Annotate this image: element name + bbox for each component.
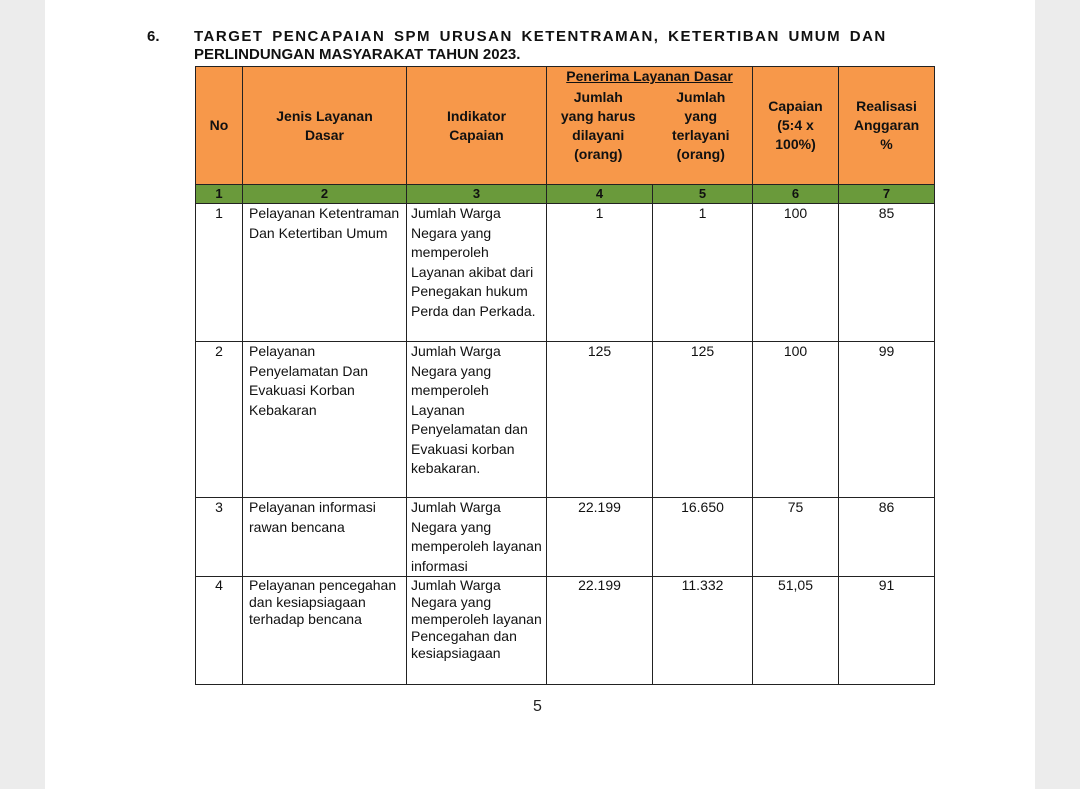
cell-capaian: 100 [753,342,839,498]
table-row [196,204,935,342]
cell-realisasi: 99 [839,342,935,498]
header-realisasi: Realisasi Anggaran % [839,67,935,185]
spm-target-table [195,66,935,685]
cell-capaian: 75 [753,498,839,577]
table-row [196,577,935,685]
column-number: 3 [407,185,547,204]
cell-jenis-layanan: Pelayanan Penyelamatan Dan Evakuasi Korban Kebakaran [243,342,407,498]
cell-jumlah-terlayani: 11.332 [653,577,753,685]
cell-jumlah-harus: 22.199 [547,498,653,577]
cell-capaian: 51,05 [753,577,839,685]
cell-jumlah-harus: 1 [547,204,653,342]
cell-realisasi: 86 [839,498,935,577]
section-title-line-2: PERLINDUNGAN MASYARAKAT TAHUN 2023. [194,46,521,63]
cell-jenis-layanan: Pelayanan informasi rawan bencana [243,498,407,577]
cell-no: 3 [196,498,243,577]
section-number: 6. [147,28,160,45]
cell-jumlah-terlayani: 125 [653,342,753,498]
column-number: 1 [196,185,243,204]
header-jenis-layanan: Jenis Layanan Dasar [243,67,407,185]
header-indikator: Indikator Capaian [407,67,547,185]
table-header-row [196,67,935,185]
cell-indikator: Jumlah Warga Negara yang memperoleh Layanan akibat dari Penegakan hukum Perda dan Perkada. [407,204,547,342]
header-penerima-layanan [547,67,753,185]
column-number: 6 [753,185,839,204]
cell-no: 2 [196,342,243,498]
cell-capaian: 100 [753,204,839,342]
header-jumlah-harus: Jumlah yang harus dilayani (orang) [560,89,636,162]
cell-no: 1 [196,204,243,342]
section-title-line-1: TARGET PENCAPAIAN SPM URUSAN KETENTRAMAN, KETERTIBAN UMUM DAN [194,28,887,45]
column-number: 5 [653,185,753,204]
column-number-row [196,185,935,204]
table-row [196,498,935,577]
column-number: 7 [839,185,935,204]
cell-jumlah-terlayani: 16.650 [653,498,753,577]
header-subcolumns [547,88,752,164]
cell-jumlah-harus: 22.199 [547,577,653,685]
cell-no: 4 [196,577,243,685]
cell-jumlah-harus: 125 [547,342,653,498]
column-number: 2 [243,185,407,204]
cell-indikator: Jumlah Warga Negara yang memperoleh Layanan Penyelamatan dan Evakuasi korban kebakaran. [407,342,547,498]
cell-realisasi: 85 [839,204,935,342]
cell-jenis-layanan: Pelayanan Ketentraman Dan Ketertiban Umum [243,204,407,342]
header-capaian: Capaian (5:4 x 100%) [753,67,839,185]
column-number: 4 [547,185,653,204]
cell-indikator: Jumlah Warga Negara yang memperoleh layanan informasi [407,498,547,577]
cell-realisasi: 91 [839,577,935,685]
cell-jumlah-terlayani: 1 [653,204,753,342]
cell-jenis-layanan: Pelayanan pencegahan dan kesiapsiagaan terhadap bencana [243,577,407,685]
header-jumlah-terlayani: Jumlah yang terlayani (orang) [671,89,730,162]
cell-indikator: Jumlah Warga Negara yang memperoleh layanan Pencegahan dan kesiapsiagaan [407,577,547,685]
header-group-label: Penerima Layanan Dasar [566,68,733,84]
table-row [196,342,935,498]
header-no: No [196,67,243,185]
page-number: 5 [533,698,542,715]
